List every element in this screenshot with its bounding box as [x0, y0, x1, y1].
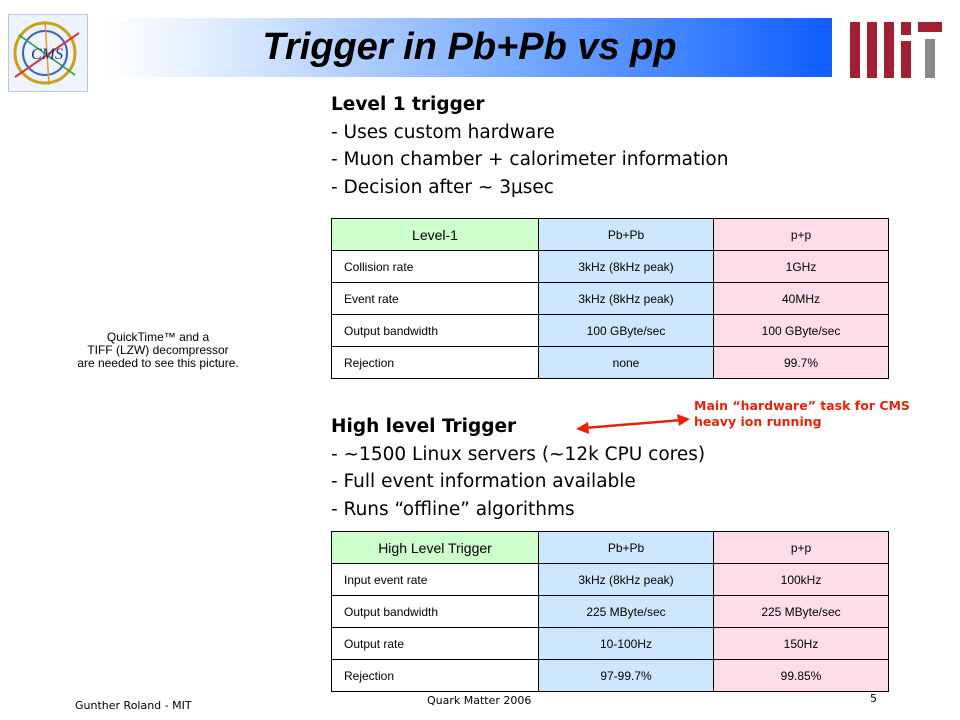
pp-value: 99.7% [714, 347, 889, 379]
pbpb-value: 97-99.7% [539, 660, 714, 692]
placeholder-line: TIFF (LZW) decompressor [87, 343, 229, 357]
cms-logo [8, 14, 88, 92]
pp-value: 225 MByte/sec [714, 596, 889, 628]
table-row [332, 660, 889, 692]
pbpb-value: none [539, 347, 714, 379]
header-cell: Level-1 [332, 219, 539, 251]
level1-bullet: - Decision after ~ 3μsec [331, 176, 554, 198]
hlt-bullet: - Runs “offline” algorithms [331, 498, 575, 520]
header-cell: Pb+Pb [539, 219, 714, 251]
pp-value: 150Hz [714, 628, 889, 660]
header-cell: p+p [714, 532, 889, 564]
footer-author: Gunther Roland - MIT [75, 699, 192, 712]
table-row [332, 628, 889, 660]
row-label: Input event rate [332, 564, 539, 596]
header-cell: Pb+Pb [539, 532, 714, 564]
pp-value: 1GHz [714, 251, 889, 283]
header-cell: p+p [714, 219, 889, 251]
table-row [332, 347, 889, 379]
pp-value: 100 GByte/sec [714, 315, 889, 347]
table-header-row [332, 219, 889, 251]
pp-value: 100kHz [714, 564, 889, 596]
note-line: Main “hardware” task for CMS [694, 398, 910, 413]
pp-value: 99.85% [714, 660, 889, 692]
mit-logo [850, 22, 942, 78]
slide-title: Trigger in Pb+Pb vs pp [262, 26, 677, 68]
row-label: Rejection [332, 660, 539, 692]
placeholder-line: are needed to see this picture. [77, 356, 239, 370]
row-label: Output bandwidth [332, 596, 539, 628]
pbpb-value: 10-100Hz [539, 628, 714, 660]
svg-text:CMS: CMS [31, 46, 63, 63]
placeholder-line: QuickTime™ and a [106, 330, 210, 344]
table-row [332, 283, 889, 315]
hardware-task-note [694, 398, 910, 430]
pbpb-value: 100 GByte/sec [539, 315, 714, 347]
level1-heading: Level 1 trigger [331, 94, 485, 115]
table-row [332, 251, 889, 283]
image-placeholder-text [58, 331, 258, 370]
table-header-row [332, 532, 889, 564]
level1-bullet: - Muon chamber + calorimeter information [331, 149, 729, 170]
table-row [332, 596, 889, 628]
pbpb-value: 3kHz (8kHz peak) [539, 251, 714, 283]
double-arrow-icon [576, 412, 690, 436]
pbpb-value: 3kHz (8kHz peak) [539, 283, 714, 315]
row-label: Output bandwidth [332, 315, 539, 347]
header-cell: High Level Trigger [332, 532, 539, 564]
pbpb-value: 3kHz (8kHz peak) [539, 564, 714, 596]
pp-value: 40MHz [714, 283, 889, 315]
level1-table [331, 218, 889, 379]
hlt-table [331, 531, 889, 692]
hlt-bullet: - Full event information available [331, 471, 636, 492]
row-label: Collision rate [332, 251, 539, 283]
hlt-heading: High level Trigger [331, 416, 517, 437]
footer-conference: Quark Matter 2006 [427, 694, 532, 707]
row-label: Rejection [332, 347, 539, 379]
row-label: Output rate [332, 628, 539, 660]
row-label: Event rate [332, 283, 539, 315]
table-row [332, 564, 889, 596]
table-row [332, 315, 889, 347]
level1-description [331, 91, 728, 201]
pbpb-value: 225 MByte/sec [539, 596, 714, 628]
page-number: 5 [870, 692, 877, 705]
level1-bullet: - Uses custom hardware [331, 121, 555, 143]
note-line: heavy ion running [694, 414, 822, 429]
hlt-bullet: - ~1500 Linux servers (~12k CPU cores) [331, 443, 706, 465]
